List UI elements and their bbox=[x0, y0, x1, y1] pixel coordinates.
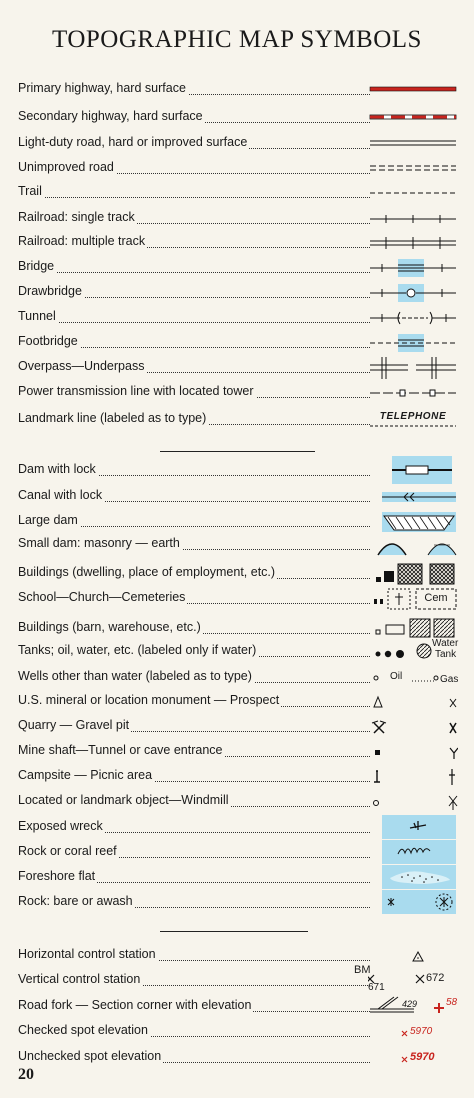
rock-bare-awash-symbol bbox=[368, 889, 458, 915]
legend-row-small-dam bbox=[18, 533, 456, 557]
legend-label: Overpass—Underpass bbox=[18, 359, 145, 373]
legend-row-railroad-multiple bbox=[18, 231, 456, 255]
trail-symbol bbox=[368, 181, 458, 205]
section-divider bbox=[160, 451, 315, 452]
small-dam-symbol bbox=[368, 533, 458, 557]
legend-row-rock-coral-reef bbox=[18, 841, 456, 865]
mine-shaft-tunnel-symbol bbox=[368, 740, 458, 764]
legend-label: Light-duty road, hard or improved surface bbox=[18, 135, 248, 149]
elevation-671: 671 bbox=[368, 982, 385, 993]
legend-label: Dam with lock bbox=[18, 462, 96, 476]
legend-row-primary-highway bbox=[18, 78, 456, 102]
buildings-dwelling-symbol bbox=[368, 562, 458, 586]
primary-highway-symbol bbox=[368, 78, 458, 102]
legend-row-dam-with-lock bbox=[18, 459, 456, 483]
quarry-gravel-pit-symbol bbox=[368, 715, 458, 739]
legend-label: Railroad: multiple track bbox=[18, 234, 146, 248]
legend-row-vertical-control bbox=[18, 964, 456, 993]
legend-row-overpass bbox=[18, 356, 456, 380]
legend-label: Horizontal control station bbox=[18, 947, 156, 961]
oil-label: Oil bbox=[390, 671, 403, 682]
legend-row-foreshore-flat bbox=[18, 866, 456, 890]
legend-label: Rock or coral reef bbox=[18, 844, 117, 858]
legend-label: Buildings (dwelling, place of employment, etc.) bbox=[18, 565, 276, 579]
power-line-symbol bbox=[368, 381, 458, 405]
elevation-672: 672 bbox=[426, 972, 445, 984]
legend-label: U.S. mineral or location monument — Prospect bbox=[18, 693, 280, 707]
school-church-cemetery-symbol bbox=[368, 587, 458, 611]
legend-row-buildings-barn bbox=[18, 617, 456, 641]
unimproved-road-symbol bbox=[368, 157, 458, 181]
legend-row-tunnel bbox=[18, 306, 456, 330]
legend-label: Exposed wreck bbox=[18, 819, 103, 833]
legend-row-tanks bbox=[18, 638, 459, 664]
elevation-58: 58 bbox=[446, 997, 458, 1008]
legend-label: Vertical control station bbox=[18, 972, 141, 986]
railroad-single-symbol bbox=[368, 207, 458, 231]
legend-row-horizontal-control bbox=[18, 944, 456, 968]
cemetery-label: Cem bbox=[424, 592, 448, 604]
legend-row-drawbridge bbox=[18, 281, 456, 305]
legend-label: Unimproved road bbox=[18, 160, 114, 174]
checked-spot-elevation-symbol bbox=[368, 1020, 458, 1044]
secondary-highway-symbol bbox=[368, 106, 458, 130]
page-title: TOPOGRAPHIC MAP SYMBOLS bbox=[52, 26, 422, 53]
legend-label: Trail bbox=[18, 184, 42, 198]
legend-label: Unchecked spot elevation bbox=[18, 1049, 162, 1063]
landmark-object-windmill-symbol bbox=[368, 790, 458, 814]
legend-row-mineral-monument bbox=[18, 690, 456, 714]
legend-label: Canal with lock bbox=[18, 488, 103, 502]
section-divider bbox=[160, 931, 308, 932]
foreshore-flat-symbol bbox=[368, 864, 458, 890]
page-number: 20 bbox=[18, 1066, 34, 1083]
legend-label: Large dam bbox=[18, 513, 78, 527]
legend-label: Tanks; oil, water, etc. (labeled only if water) bbox=[18, 643, 257, 657]
tank-label: Tank bbox=[435, 649, 457, 660]
elevation-5970: 5970 bbox=[410, 1026, 433, 1037]
legend-row-light-duty-road bbox=[18, 132, 456, 156]
exposed-wreck-symbol bbox=[368, 814, 458, 840]
legend-row-canal-with-lock bbox=[18, 485, 456, 509]
elevation-429: 429 bbox=[402, 999, 418, 1009]
landmark-line-symbol bbox=[368, 408, 458, 432]
legend-row-mine-shaft bbox=[18, 740, 456, 764]
legend-row-exposed-wreck bbox=[18, 816, 456, 840]
tanks-symbol bbox=[368, 640, 458, 664]
legend-row-secondary-highway bbox=[18, 106, 456, 130]
legend-label: Power transmission line with located tower bbox=[18, 384, 254, 398]
campsite-picnic-symbol bbox=[368, 765, 458, 789]
bm-label: BM bbox=[354, 964, 371, 976]
water-label: Water bbox=[432, 638, 459, 649]
legend-label: School—Church—Cemeteries bbox=[18, 590, 186, 604]
legend-row-power-line bbox=[18, 381, 456, 405]
vertical-control-symbol bbox=[354, 964, 458, 993]
legend-row-wells bbox=[18, 666, 459, 690]
tunnel-symbol bbox=[368, 306, 458, 330]
legend-row-buildings-dwelling bbox=[18, 562, 456, 586]
legend-label: Checked spot elevation bbox=[18, 1023, 148, 1037]
legend-label: Tunnel bbox=[18, 309, 56, 323]
wells-symbol bbox=[368, 666, 458, 690]
legend-row-unimproved-road bbox=[18, 157, 456, 181]
legend-label: Quarry — Gravel pit bbox=[18, 718, 130, 732]
legend-label: Wells other than water (labeled as to type) bbox=[18, 669, 252, 683]
legend-label: Rock: bare or awash bbox=[18, 894, 133, 908]
legend-label: Railroad: single track bbox=[18, 210, 135, 224]
legend-row-unchecked-spot bbox=[18, 1046, 456, 1070]
telephone-label: TELEPHONE bbox=[379, 411, 447, 422]
road-fork-section-corner-symbol bbox=[368, 995, 458, 1019]
legend-label: Primary highway, hard surface bbox=[18, 81, 186, 95]
legend-label: Mine shaft—Tunnel or cave entrance bbox=[18, 743, 223, 757]
elevation-5970-unchecked: 5970 bbox=[410, 1051, 435, 1063]
legend-label: Campsite — Picnic area bbox=[18, 768, 153, 782]
legend-label: Bridge bbox=[18, 259, 55, 273]
legend-label: Small dam: masonry — earth bbox=[18, 536, 180, 550]
legend-label: Footbridge bbox=[18, 334, 78, 348]
legend-row-bridge bbox=[18, 256, 456, 280]
legend-row-landmark-object bbox=[18, 790, 456, 814]
legend-row-trail bbox=[18, 181, 456, 205]
legend-row-railroad-single bbox=[18, 207, 456, 231]
legend-label: Drawbridge bbox=[18, 284, 82, 298]
legend-label: Landmark line (labeled as to type) bbox=[18, 411, 207, 425]
large-dam-symbol bbox=[368, 510, 458, 534]
legend-label: Located or landmark object—Windmill bbox=[18, 793, 229, 807]
legend-row-campsite bbox=[18, 765, 456, 789]
overpass-underpass-symbol bbox=[368, 356, 458, 380]
legend-row-rock-bare-awash bbox=[18, 891, 456, 915]
horizontal-control-symbol bbox=[368, 944, 458, 968]
canal-with-lock-symbol bbox=[368, 485, 458, 509]
legend-row-footbridge bbox=[18, 331, 456, 355]
legend-label: Secondary highway, hard surface bbox=[18, 109, 203, 123]
legend-row-checked-spot bbox=[18, 1020, 456, 1044]
legend-label: Foreshore flat bbox=[18, 869, 96, 883]
legend-row-road-fork bbox=[18, 995, 456, 1019]
unchecked-spot-elevation-symbol bbox=[368, 1046, 458, 1070]
rock-coral-reef-symbol bbox=[368, 839, 458, 865]
railroad-multiple-symbol bbox=[368, 231, 458, 255]
legend-row-large-dam bbox=[18, 510, 456, 534]
mineral-monument-symbol bbox=[368, 690, 458, 714]
legend-row-quarry bbox=[18, 715, 456, 739]
legend-row-landmark-line bbox=[18, 408, 456, 432]
footbridge-symbol bbox=[368, 331, 458, 355]
drawbridge-symbol bbox=[368, 281, 458, 305]
light-duty-road-symbol bbox=[368, 132, 458, 156]
legend-label: Buildings (barn, warehouse, etc.) bbox=[18, 620, 201, 634]
legend-row-school-church bbox=[18, 587, 456, 611]
gas-label: Gas bbox=[440, 674, 459, 685]
dam-with-lock-symbol bbox=[368, 455, 458, 485]
bridge-symbol bbox=[368, 256, 458, 280]
legend-label: Road fork — Section corner with elevation bbox=[18, 998, 252, 1012]
